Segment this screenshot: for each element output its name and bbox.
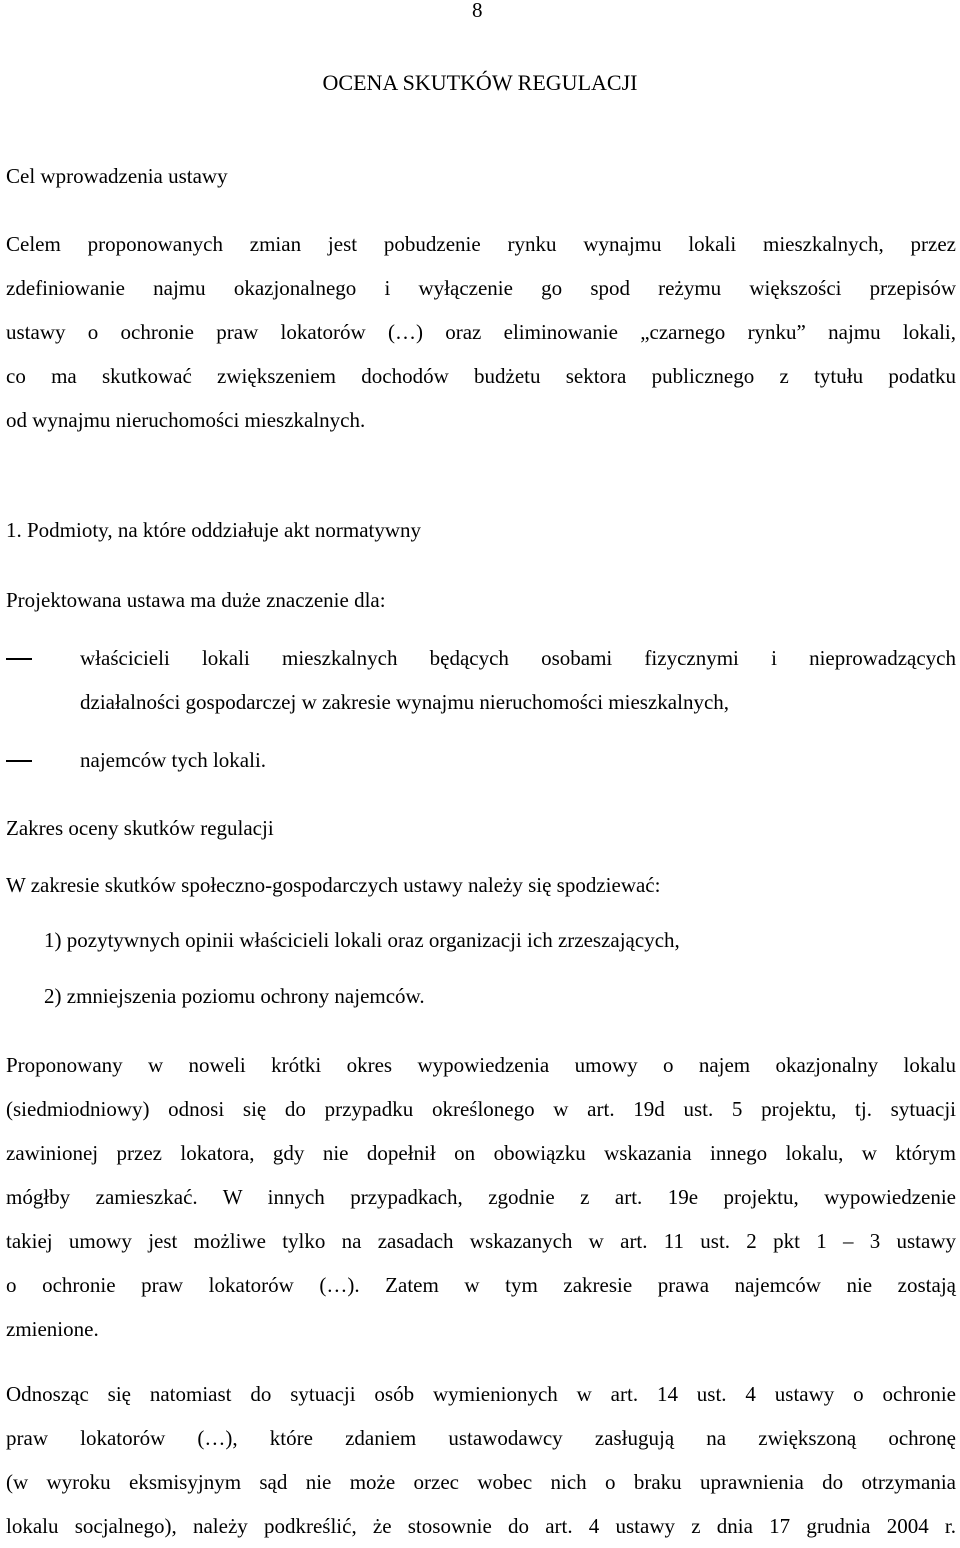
paragraph-line: od wynajmu nieruchomości mieszkalnych. <box>6 408 366 432</box>
paragraph-goal <box>6 222 956 442</box>
paragraph-line: co ma skutkować zwiększeniem dochodów budżetu sektora publicznego z tytułu podatku <box>6 364 956 388</box>
paragraph-line: (siedmiodniowy) odnosi się do przypadku określonego w art. 19d ust. 5 projektu, tj. sytuacji <box>6 1097 956 1121</box>
subjects-intro: Projektowana ustawa ma duże znaczenie dla: <box>6 588 386 612</box>
paragraph-line: zawinionej przez lokatora, gdy nie dopełnił on obowiązku wskazania innego lokalu, w którym <box>6 1141 956 1165</box>
bullet-line: najemców tych lokali. <box>80 748 267 772</box>
bullet-item <box>80 738 956 782</box>
paragraph-line: mógłby zamieszkać. W innych przypadkach, zgodnie z art. 19e projektu, wypowiedzenie <box>6 1185 956 1209</box>
paragraph-line: ustawy o ochronie praw lokatorów (…) oraz eliminowanie „czarnego rynku” najmu lokali, <box>6 320 956 344</box>
numbered-item: 2) zmniejszenia poziomu ochrony najemców. <box>44 984 425 1008</box>
paragraph-line: (w wyroku eksmisyjnym sąd nie może orzec wobec nich o braku uprawnienia do otrzymania <box>6 1470 956 1494</box>
numbered-item: 1) pozytywnych opinii właścicieli lokali oraz organizacji ich zrzeszających, <box>44 928 680 952</box>
document-title: OCENA SKUTKÓW REGULACJI <box>322 70 638 95</box>
bullet-line: właścicieli lokali mieszkalnych będących osobami fizycznymi i nieprowadzących <box>80 646 956 670</box>
dash-bullet-icon <box>6 760 32 762</box>
paragraph-line: Celem proponowanych zmian jest pobudzenie rynku wynajmu lokali mieszkalnych, przez <box>6 232 956 256</box>
bullet-item <box>80 636 956 724</box>
dash-bullet-icon <box>6 658 32 660</box>
paragraph-line: Odnosząc się natomiast do sytuacji osób wymienionych w art. 14 ust. 4 ustawy o ochronie <box>6 1382 956 1406</box>
paragraph-persons <box>6 1372 956 1548</box>
paragraph-line: zmienione. <box>6 1317 99 1341</box>
paragraph-line: lokalu socjalnego), należy podkreślić, że stosownie do art. 4 ustawy z dnia 17 grudnia 2004 r. <box>6 1514 956 1538</box>
paragraph-line: Proponowany w noweli krótki okres wypowiedzenia umowy o najem okazjonalny lokalu <box>6 1053 956 1077</box>
paragraph-line: o ochronie praw lokatorów (…). Zatem w tym zakresie prawa najemców nie zostają <box>6 1273 956 1297</box>
bullet-line: działalności gospodarczej w zakresie wynajmu nieruchomości mieszkalnych, <box>80 690 730 714</box>
paragraph-line: zdefiniowanie najmu okazjonalnego i wyłączenie go spod reżymu większości przepisów <box>6 276 956 300</box>
section-heading-goal: Cel wprowadzenia ustawy <box>6 164 228 188</box>
scope-intro: W zakresie skutków społeczno-gospodarczych ustawy należy się spodziewać: <box>6 873 661 897</box>
section-heading-subjects: 1. Podmioty, na które oddziałuje akt normatywny <box>6 518 422 542</box>
section-heading-scope: Zakres oceny skutków regulacji <box>6 816 274 840</box>
paragraph-line: takiej umowy jest możliwe tylko na zasadach wskazanych w art. 11 ust. 2 pkt 1 – 3 ustawy <box>6 1229 956 1253</box>
paragraph-notice <box>6 1043 956 1351</box>
paragraph-line: praw lokatorów (…), które zdaniem ustawodawcy zasługują na zwiększoną ochronę <box>6 1426 956 1450</box>
page-number: 8 <box>472 0 483 22</box>
